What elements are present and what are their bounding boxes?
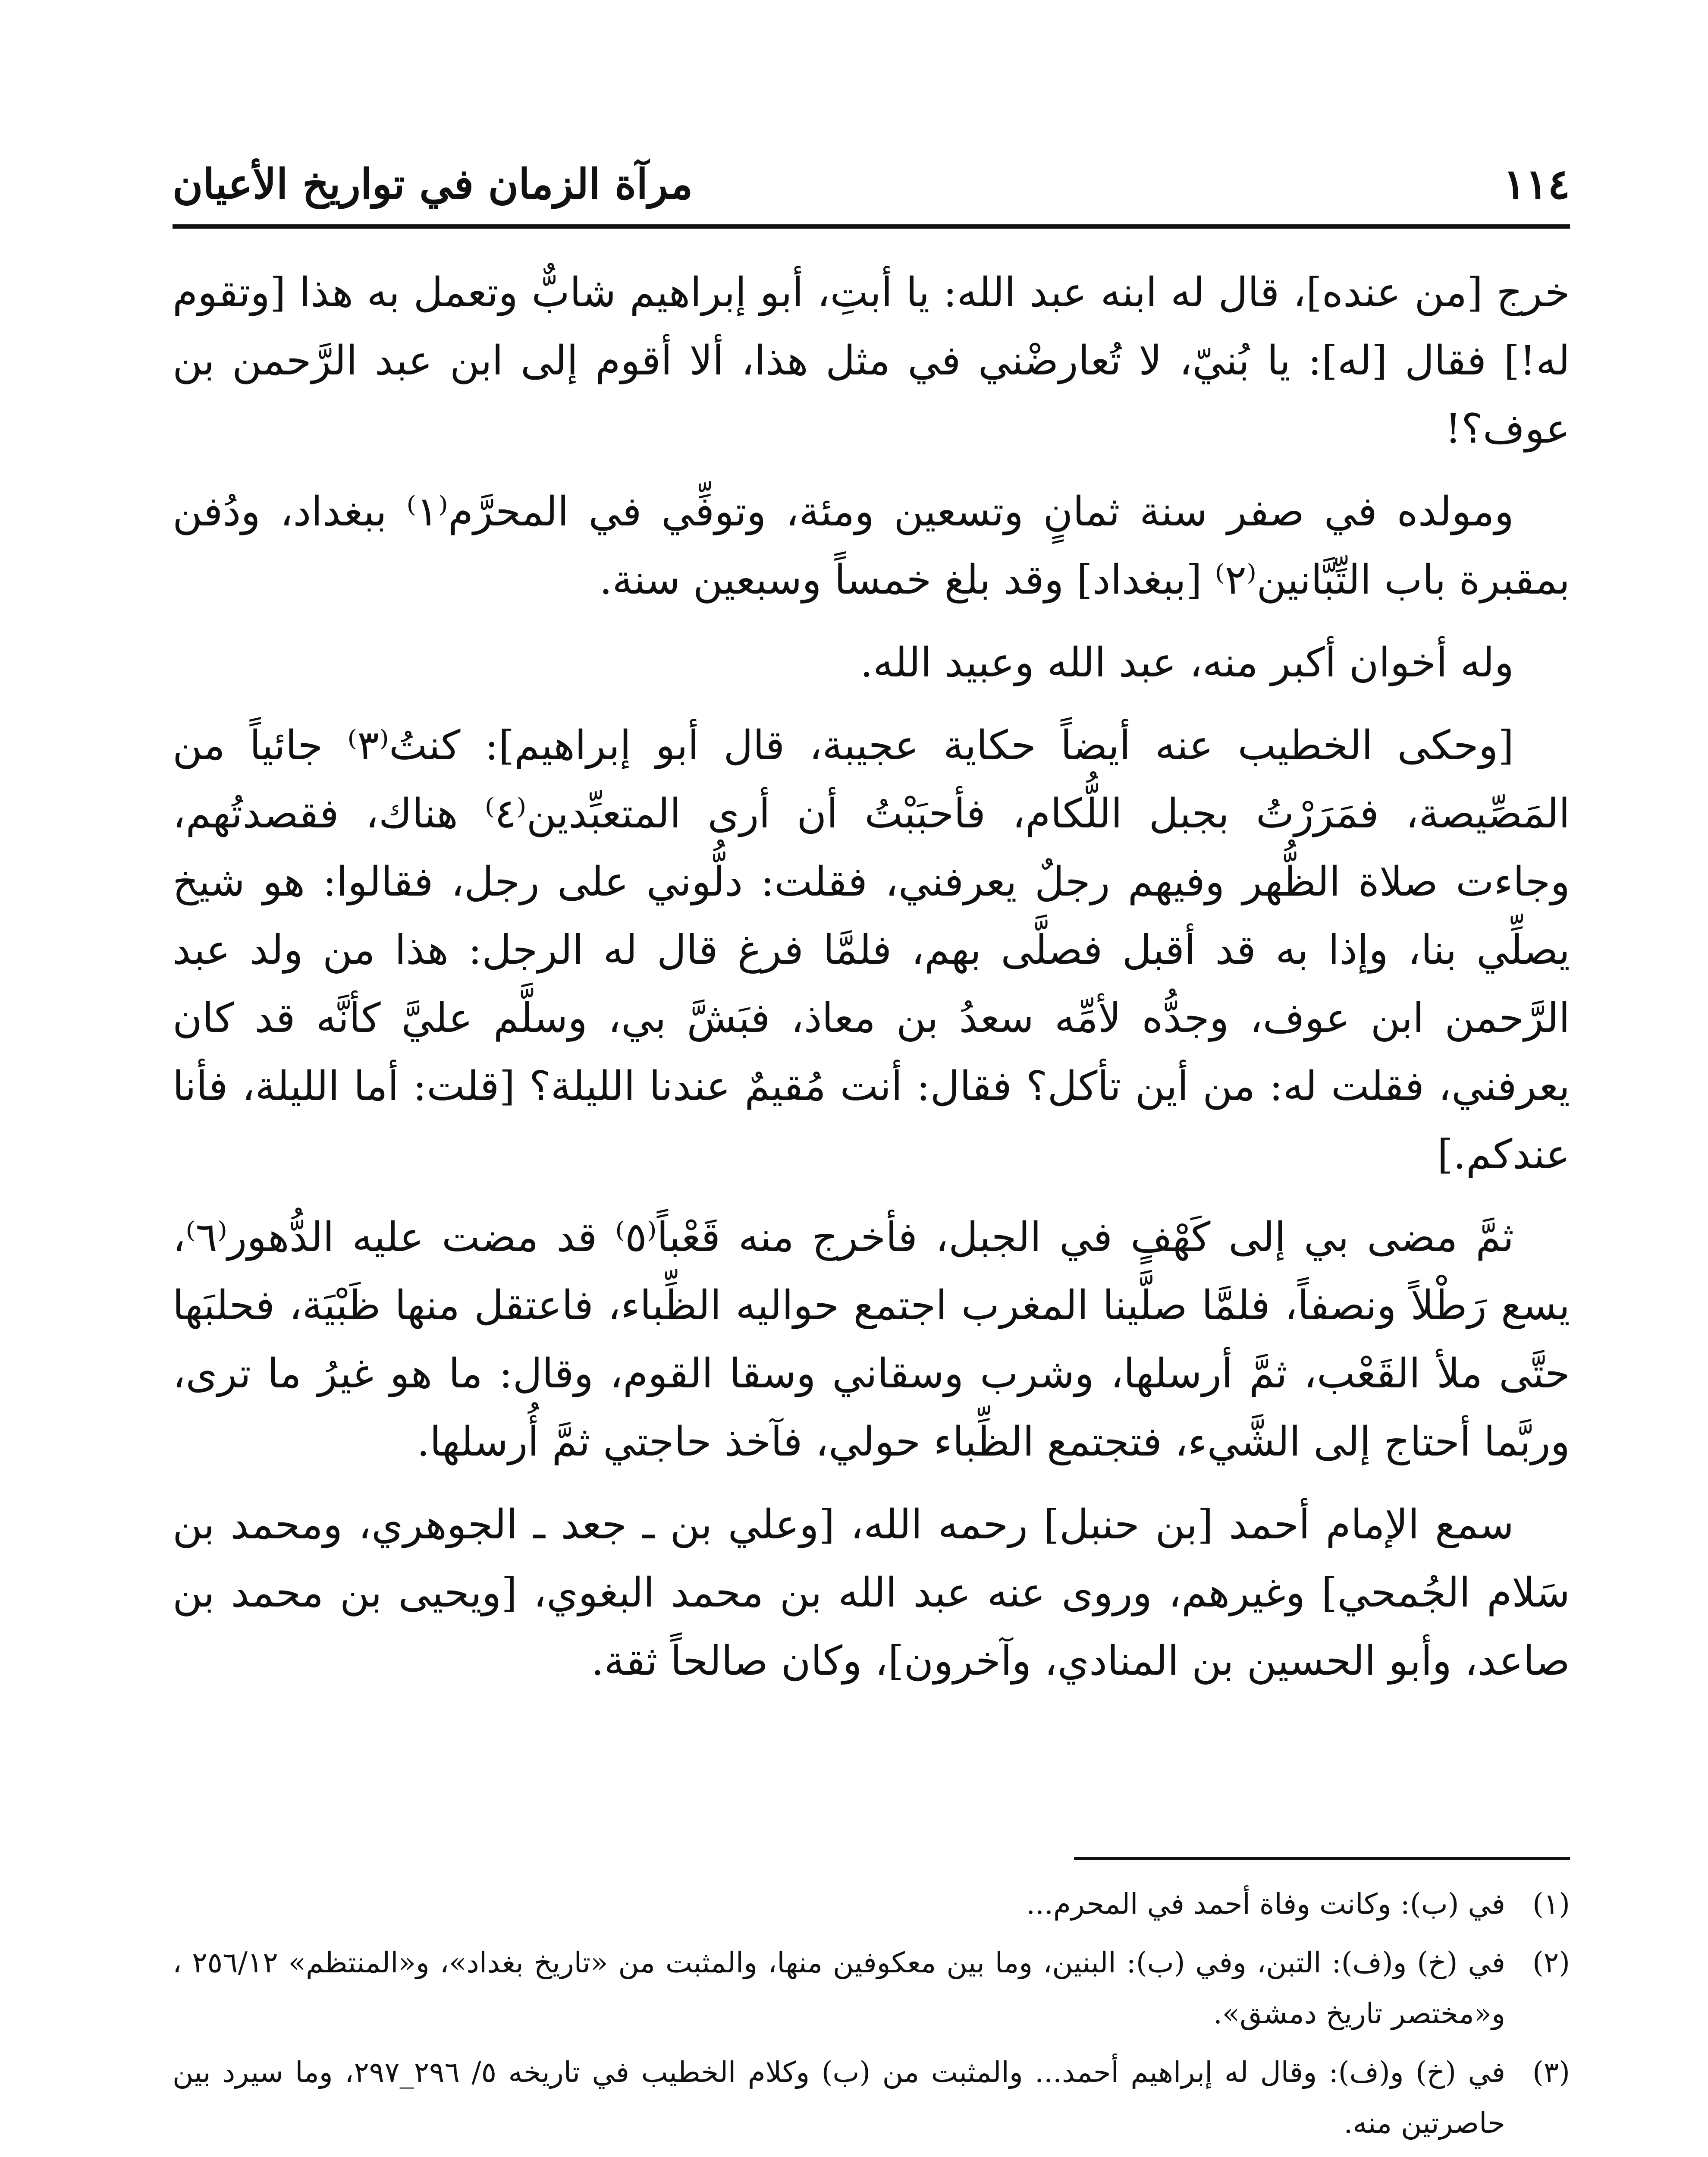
footnote-separator — [1074, 1857, 1570, 1860]
footnote — [173, 2047, 1570, 2149]
footnote-number: (٢) — [1532, 1946, 1570, 1979]
paragraph: خرج [من عنده]، قال له ابنه عبد الله: يا أبتِ، أبو إبراهيم شابٌّ وتعمل به هذا [وتقوم له!] فقال [له]: يا بُنيّ، لا تُعارضْني في مثل هذا، ألا أقوم إلى ابن عبد الرَّحمن بن عوف؟! — [173, 269, 1570, 453]
paragraph: ومولده في صفر سنة ثمانٍ وتسعين ومئة، وتوفِّي في المحرَّم⁽١⁾ ببغداد، ودُفن بمقبرة باب التِّبَّانين⁽٢⁾ [ببغداد] وقد بلغ خمساً وسبعين سنة. — [173, 488, 1570, 604]
main-text — [173, 259, 1570, 1710]
footnote — [173, 1937, 1570, 2039]
footnote-text: في (خ) و(ف): التبن، وفي (ب): البنين، وما بين معكوفين منها، والمثبت من «تاريخ بغداد»، و«المنتظم» ٢٥٦/١٢ ، و«مختصر تاريخ دمشق». — [173, 1946, 1505, 2030]
footnote-number: (١) — [1532, 1887, 1570, 1921]
footnote-number: (٣) — [1532, 2056, 1570, 2089]
page-number: ١١٤ — [1503, 160, 1570, 208]
paragraph: وله أخوان أكبر منه، عبد الله وعبيد الله. — [860, 639, 1514, 686]
footnote — [173, 1879, 1570, 1930]
paragraph: سمع الإمام أحمد [بن حنبل] رحمه الله، [وعلي بن ـ جعد ـ الجوهري، ومحمد بن سَلام الجُمحي] وغيرهم، وروى عنه عبد الله بن محمد البغوي، [ويحيى بن محمد بن صاعد، وأبو الحسين بن المنادي، وآخرون]، وكان صالحاً ثقة. — [173, 1501, 1570, 1685]
paragraph: [وحكى الخطيب عنه أيضاً حكاية عجيبة، قال أبو إبراهيم]: كنتُ⁽٣⁾ جائياً من المَصِّيصة، فمَرَرْتُ بجبل اللُّكام، فأحبَبْتُ أن أرى المتعبِّدين⁽٤⁾ هناك، فقصدتُهم، وجاءت صلاة الظُّهر وفيهم رجلٌ يعرفني، فقلت: دلُّوني على رجل، فقالوا: هو شيخ يصلِّي بنا، وإذا به قد أقبل فصلَّى بهم، فلمَّا فرغ قال له الرجل: هذا من ولد عبد الرَّحمن ابن عوف، وجدُّه لأمِّه سعدُ بن معاذ، فبَشَّ بي، وسلَّم عليَّ كأنَّه قد كان يعرفني، فقلت له: من أين تأكل؟ فقال: أنت مُقيمٌ عندنا الليلة؟ [قلت: أما الليلة، فأنا عندكم.] — [173, 722, 1570, 1178]
footnotes — [173, 1879, 1570, 2157]
footnote-text: في (ب): وكانت وفاة أحمد في المحرم... — [1026, 1887, 1505, 1921]
running-title: مرآة الزمان في تواريخ الأعيان — [173, 160, 693, 208]
paragraph: ثمَّ مضى بي إلى كَهْفٍ في الجبل، فأخرج منه قَعْباً⁽٥⁾ قد مضت عليه الدُّهور⁽٦⁾، يسع رَطْلاً ونصفاً، فلمَّا صلَّينا المغرب اجتمع حواليه الظِّباء، فاعتقل منها ظَبْيَة، فحلبَها حتَّى ملأ القَعْب، ثمَّ أرسلها، وشرب وسقاني وسقا القوم، وقال: ما هو غيرُ ما ترى، وربَّما أحتاج إلى الشَّيء، فتجتمع الظِّباء حولي، فآخذ حاجتي ثمَّ أُرسلها. — [173, 1214, 1570, 1465]
running-header — [173, 142, 1570, 224]
footnote-text: في (خ) و(ف): وقال له إبراهيم أحمد... والمثبت من (ب) وكلام الخطيب في تاريخه ٥/ ٢٩٦_٢٩٧، وما سيرد بين حاصرتين منه. — [173, 2056, 1506, 2140]
header-rule — [173, 224, 1570, 229]
